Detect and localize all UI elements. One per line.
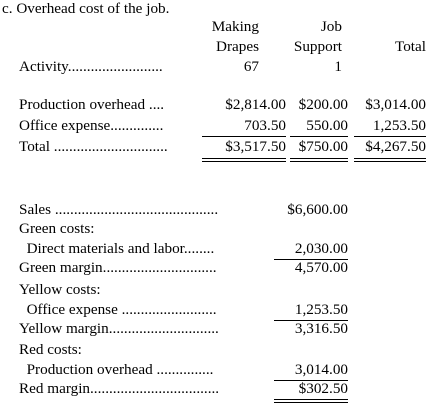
double-underline: [202, 158, 286, 159]
margin-row-label: Yellow margin.............................: [19, 320, 219, 337]
cost-row-label: Office expense..............: [19, 117, 164, 134]
cost-row-total: $3,014.00: [365, 96, 426, 113]
header-support: Support: [293, 38, 342, 55]
margin-row-label: Office expense .........................: [19, 301, 217, 318]
margin-row-label: Yellow costs:: [19, 281, 101, 298]
margin-row-value: $6,600.00: [287, 201, 348, 218]
underline: [354, 136, 426, 137]
section-heading: c. Overhead cost of the job.: [2, 0, 170, 17]
margin-row-label: Direct materials and labor........: [19, 240, 215, 257]
cost-row-total: 1,253.50: [372, 117, 426, 134]
margin-row-label: Red costs:: [19, 341, 82, 358]
margin-row-value: 4,570.00: [294, 259, 348, 276]
double-underline: [290, 158, 348, 159]
underline: [202, 136, 286, 137]
double-underline: [354, 161, 426, 162]
margin-row-value: 2,030.00: [294, 240, 348, 257]
margin-row-value: 3,014.00: [294, 361, 348, 378]
double-underline: [354, 158, 426, 159]
cost-total-job: $750.00: [298, 138, 348, 155]
activity-making: 67: [243, 58, 259, 75]
cost-row-making: $2,814.00: [225, 96, 286, 113]
underline: [290, 136, 348, 137]
cost-row-making: 703.50: [244, 117, 286, 134]
cost-total-label: Total ..............................: [19, 138, 168, 155]
header-total: Total: [395, 38, 426, 55]
margin-row-label: Green margin..............................: [19, 259, 217, 276]
margin-row-label: Sales ...........................................: [19, 201, 219, 218]
cost-row-job: 550.00: [306, 117, 348, 134]
margin-row-value: 1,253.50: [294, 301, 348, 318]
margin-row-label: Production overhead ...............: [19, 361, 214, 378]
cost-total-making: $3,517.50: [225, 138, 286, 155]
cost-row-job: $200.00: [298, 96, 348, 113]
activity-label: Activity.........................: [19, 58, 163, 75]
double-underline: [290, 161, 348, 162]
header-job: Job: [320, 18, 342, 35]
header-drapes: Drapes: [215, 38, 259, 55]
margin-row-value: $302.50: [298, 380, 348, 397]
header-making: Making: [211, 18, 259, 35]
cost-row-label: Production overhead ....: [19, 96, 165, 113]
cost-total-total: $4,267.50: [365, 138, 426, 155]
margin-row-label: Red margin..................................: [19, 380, 220, 397]
activity-job: 1: [334, 58, 342, 75]
double-underline: [274, 399, 348, 400]
margin-row-label: Green costs:: [19, 220, 95, 237]
margin-row-value: 3,316.50: [294, 320, 348, 337]
double-underline: [202, 161, 286, 162]
